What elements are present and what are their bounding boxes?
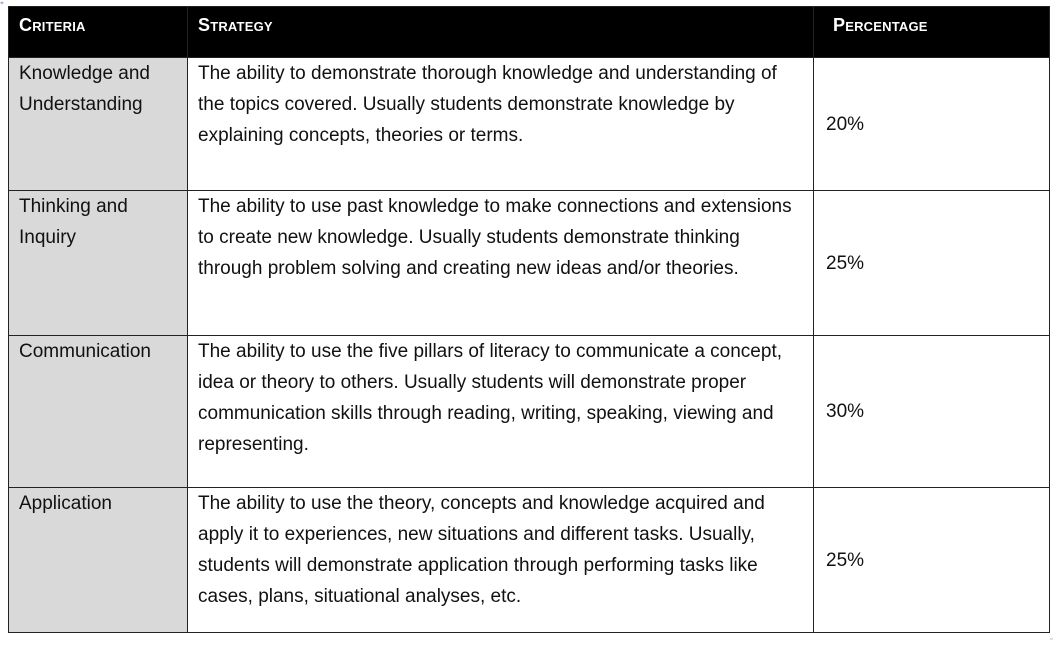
table-move-handle-icon[interactable]: ⌖ bbox=[0, 0, 4, 7]
criteria-cell: Knowledge and Understanding bbox=[9, 58, 188, 191]
table-resize-handle-icon[interactable]: ▫ bbox=[1050, 636, 1053, 643]
header-percentage: Percentage bbox=[814, 7, 1050, 58]
percentage-cell: 25% bbox=[814, 191, 1050, 336]
strategy-cell: The ability to use the five pillars of literacy to communicate a concept, idea or theory to others. Usually students will demonstrate proper communication skills through reading, writing, speaking, viewing and representing. bbox=[188, 336, 814, 488]
percentage-cell: 20% bbox=[814, 58, 1050, 191]
table-row bbox=[9, 191, 1050, 336]
strategy-cell: The ability to use past knowledge to make connections and extensions to create new knowledge. Usually students demonstrate thinking through problem solving and creating new ideas and/or theories. bbox=[188, 191, 814, 336]
strategy-cell: The ability to use the theory, concepts and knowledge acquired and apply it to experiences, new situations and different tasks. Usually, students will demonstrate application through performing tasks like cases, plans, situational analyses, etc. bbox=[188, 488, 814, 633]
percentage-cell: 30% bbox=[814, 336, 1050, 488]
criteria-cell: Application bbox=[9, 488, 188, 633]
criteria-cell: Communication bbox=[9, 336, 188, 488]
header-criteria: Criteria bbox=[9, 7, 188, 58]
percentage-cell: 25% bbox=[814, 488, 1050, 633]
table-row bbox=[9, 336, 1050, 488]
header-strategy: Strategy bbox=[188, 7, 814, 58]
table-row bbox=[9, 58, 1050, 191]
strategy-cell: The ability to demonstrate thorough knowledge and understanding of the topics covered. Usually students demonstrate knowledge by explaining concepts, theories or terms. bbox=[188, 58, 814, 191]
assessment-rubric-table bbox=[8, 6, 1050, 633]
header-row bbox=[9, 7, 1050, 58]
criteria-cell: Thinking and Inquiry bbox=[9, 191, 188, 336]
table-row bbox=[9, 488, 1050, 633]
